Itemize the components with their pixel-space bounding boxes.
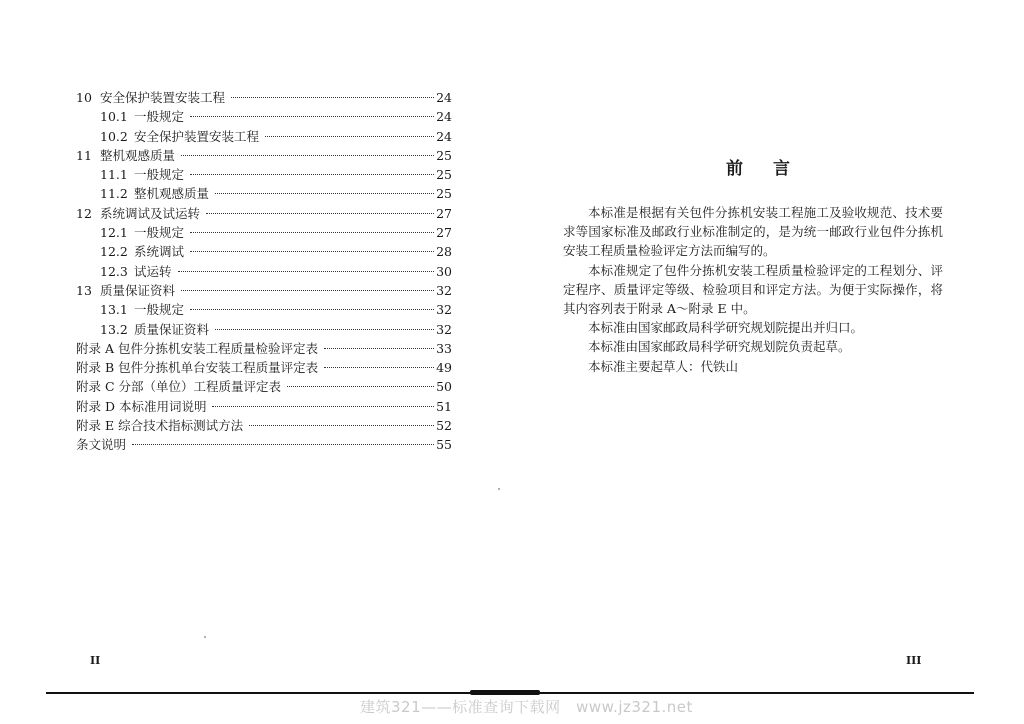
toc-entry-page: 24 <box>436 128 452 144</box>
preface-paragraph: 本标准由国家邮政局科学研究规划院负责起草。 <box>588 339 851 355</box>
toc-leader-dots <box>231 97 434 98</box>
toc-leader-dots <box>215 193 434 194</box>
toc-entry <box>76 435 452 454</box>
toc-leader-dots <box>324 367 434 368</box>
toc-entry-page: 32 <box>436 321 452 337</box>
toc-entry-title: 条文说明 <box>76 437 127 453</box>
preface-paragraph: 本标准由国家邮政局科学研究规划院提出并归口。 <box>588 320 864 336</box>
toc-leader-dots <box>215 329 434 330</box>
toc-entry-title: 附录 B 包件分拣机单台安装工程质量评定表 <box>76 360 319 376</box>
toc-entry-title: 附录 D 本标准用词说明 <box>76 398 207 414</box>
toc-entry <box>76 88 452 107</box>
toc-entry-number: 11.1 <box>100 167 128 183</box>
toc-entry-number: 13 <box>76 282 92 298</box>
preface-paragraph: 本标准是根据有关包件分拣机安装工程施工及验收规范、技术要求等国家标准及邮政行业标准制定的，是为统一邮政行业包件分拣机安装工程质量检验评定方法而编写的。 <box>563 205 943 259</box>
toc-entry <box>76 397 452 416</box>
left-page-number: II <box>90 654 101 667</box>
toc-entry <box>76 320 452 339</box>
toc-entry-number: 13.2 <box>100 321 128 337</box>
toc-entry-title: 一般规定 <box>134 225 185 241</box>
toc-entry-page: 25 <box>436 167 452 183</box>
toc-entry-number: 12 <box>76 205 92 221</box>
toc-entry-number: 10.1 <box>100 109 128 125</box>
toc-entry-title: 附录 C 分部（单位）工程质量评定表 <box>76 379 282 395</box>
toc-entry <box>76 300 452 319</box>
toc-entry-page: 49 <box>436 360 452 376</box>
toc-entry-page: 32 <box>436 302 452 318</box>
toc-entry-page: 33 <box>436 340 452 356</box>
toc-entry-title: 系统调试 <box>134 244 185 260</box>
toc-leader-dots <box>265 136 434 137</box>
toc-leader-dots <box>178 271 435 272</box>
toc-entry <box>76 165 452 184</box>
toc-leader-dots <box>190 232 434 233</box>
toc-leader-dots <box>190 309 434 310</box>
toc-entry <box>76 416 452 435</box>
toc-entry <box>76 358 452 377</box>
toc-leader-dots <box>190 174 434 175</box>
toc-entry-page: 28 <box>436 244 452 260</box>
toc-entry <box>76 184 452 203</box>
toc-entry-page: 51 <box>436 398 452 414</box>
toc-entry-page: 50 <box>436 379 452 395</box>
toc-entry-number: 10 <box>76 90 92 105</box>
toc-entry-number: 12.3 <box>100 263 128 279</box>
toc-entry-page: 55 <box>436 437 452 453</box>
toc-entry <box>76 281 452 300</box>
toc-entry-title: 系统调试及试运转 <box>100 205 201 221</box>
toc-entry-title: 试运转 <box>134 263 172 279</box>
toc-entry-title: 一般规定 <box>134 167 185 183</box>
scan-speck <box>498 488 500 490</box>
scan-speck <box>204 636 206 638</box>
toc-entry-title: 安全保护装置安装工程 <box>134 128 260 144</box>
toc-entry-title: 附录 E 综合技术指标测试方法 <box>76 418 244 434</box>
toc-leader-dots <box>132 444 434 445</box>
toc-entry-page: 24 <box>436 109 452 125</box>
toc-entry-page: 24 <box>436 90 452 105</box>
toc-entry <box>76 107 452 126</box>
toc-entry-page: 25 <box>436 186 452 202</box>
toc-entry-number: 11 <box>76 147 92 163</box>
toc-leader-dots <box>324 348 434 349</box>
toc-leader-dots <box>190 251 434 252</box>
toc-leader-dots <box>287 386 434 387</box>
preface-title: 前言 <box>726 159 820 179</box>
toc-entry-title: 质量保证资料 <box>100 282 176 298</box>
toc-entry-title: 安全保护装置安装工程 <box>100 90 226 105</box>
toc-entry <box>76 223 452 242</box>
toc-entry-title: 一般规定 <box>134 109 185 125</box>
toc-entry-number: 13.1 <box>100 302 128 318</box>
toc-entry <box>76 242 452 261</box>
right-page-number: III <box>906 654 922 667</box>
toc-entry <box>76 339 452 358</box>
toc-entry-number: 10.2 <box>100 128 128 144</box>
preface-paragraph: 本标准主要起草人：代铁山 <box>588 358 739 374</box>
toc-leader-dots <box>249 425 434 426</box>
toc-entry-title: 整机观感质量 <box>100 147 176 163</box>
bottom-rule-mark <box>470 690 540 695</box>
toc-entry <box>76 377 452 396</box>
toc-entry-page: 27 <box>436 205 452 221</box>
toc-entry <box>76 262 452 281</box>
toc-leader-dots <box>190 116 434 117</box>
toc-entry-number: 12.1 <box>100 225 128 241</box>
toc-leader-dots <box>181 155 434 156</box>
toc-entry-page: 25 <box>436 147 452 163</box>
toc-entry-page: 30 <box>436 263 452 279</box>
toc-leader-dots <box>206 213 434 214</box>
toc-entry-page: 32 <box>436 282 452 298</box>
toc-entry-number: 11.2 <box>100 186 128 202</box>
watermark: 建筑321——标准查询下载网 www.jz321.net <box>360 698 693 716</box>
table-of-contents <box>76 88 452 455</box>
toc-entry-number: 12.2 <box>100 244 128 260</box>
toc-entry-title: 整机观感质量 <box>134 186 210 202</box>
toc-leader-dots <box>212 406 434 407</box>
toc-entry <box>76 127 452 146</box>
preface-paragraph: 本标准规定了包件分拣机安装工程质量检验评定的工程划分、评定程序、质量评定等级、检验项目和评定方法。为便于实际操作，将其内容列表于附录 A～附录 E 中。 <box>563 262 943 317</box>
toc-entry-page: 52 <box>436 418 452 434</box>
toc-entry <box>76 204 452 223</box>
toc-entry-title: 一般规定 <box>134 302 185 318</box>
toc-entry <box>76 146 452 165</box>
toc-entry-title: 附录 A 包件分拣机安装工程质量检验评定表 <box>76 340 318 356</box>
toc-leader-dots <box>181 290 434 291</box>
toc-entry-page: 27 <box>436 225 452 241</box>
toc-entry-title: 质量保证资料 <box>134 321 210 337</box>
preface-body <box>563 203 943 376</box>
